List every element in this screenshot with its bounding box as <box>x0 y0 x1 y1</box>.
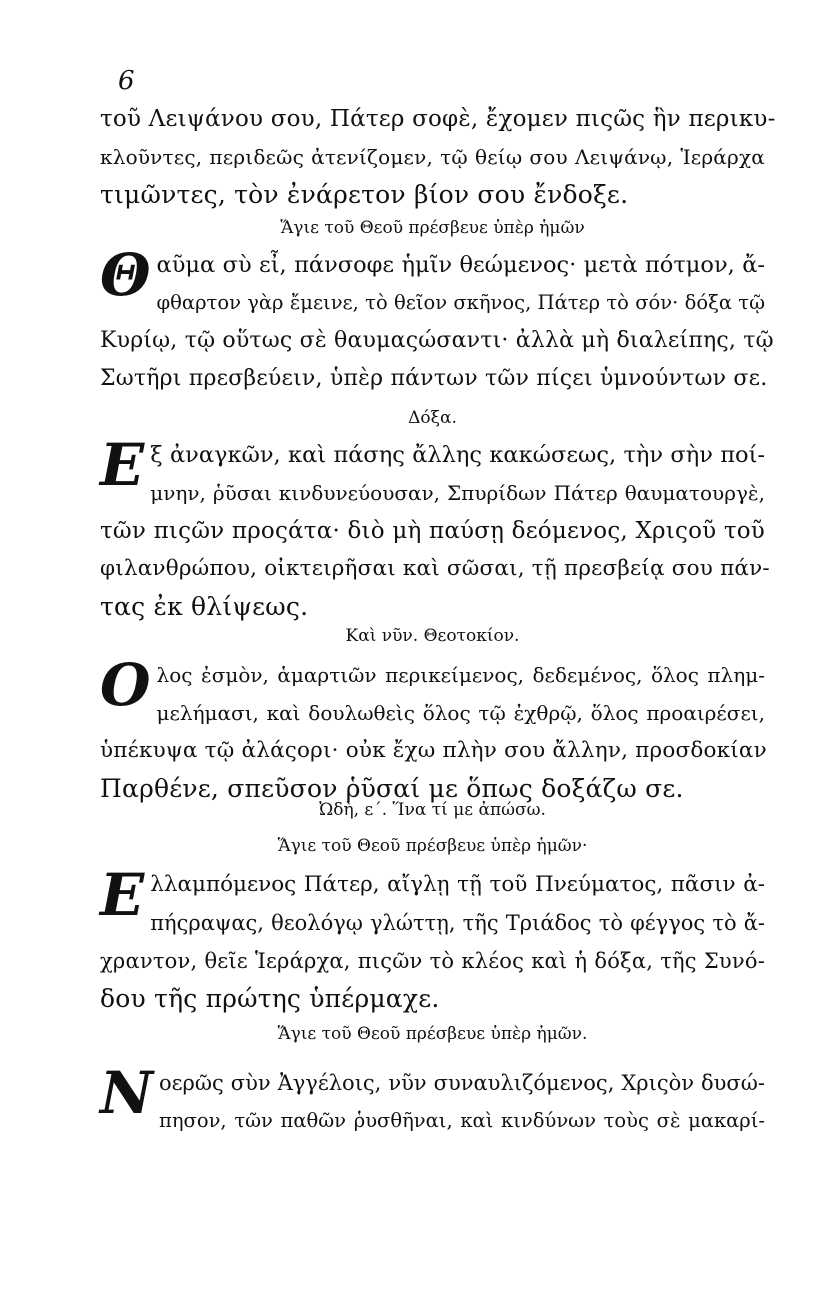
text-line: τῶν πιςῶν προςάτα· διὸ μὴ παύσῃ δεόμενος, Χριςοῦ τοῦ <box>100 518 765 544</box>
paragraph-6 <box>100 1059 765 1140</box>
paragraph-5 <box>100 861 765 1018</box>
text-line: τιμῶντες, τὸν ἐνάρετον βίον σου ἔνδοξε. <box>100 180 629 209</box>
text-line: μνην, ῥῦσαι κινδυνεύουσαν, Σπυρίδων Πάτερ θαυματουργὲ, <box>150 481 765 505</box>
text-line: Κυρίῳ, τῷ οὕτως σὲ θαυμαςώσαντι· ἀλλὰ μὴ διαλείπης, τῷ <box>100 328 774 353</box>
drop-cap: Ο <box>100 651 151 719</box>
text-line: πησον, τῶν παθῶν ῥυσθῆναι, καὶ κινδύνων τοὺς σὲ μακαρί- <box>159 1109 765 1132</box>
text-line: φιλανθρώπου, οἰκτειρῆσαι καὶ σῶσαι, τῇ πρεσβείᾳ σου πάν- <box>100 556 770 581</box>
paragraph-2 <box>100 241 774 398</box>
text-line: Παρθένε, σπεῦσον ῥῦσαί με ὅπως δοξάζω σε. <box>100 774 684 803</box>
text-line: Σωτῆρι πρεσβεύειν, ὑπὲρ πάντων τῶν πίςει ὑμνούντων σε. <box>100 366 768 391</box>
text-line: οερῶς σὺν Ἀγγέλοις, νῦν συναυλιζόμενος, Χριςὸν δυσώ- <box>159 1071 765 1095</box>
text-line: αῦμα σὺ εἶ, πάνσοφε ἡμῖν θεώμενος· μετὰ πότμον, ἄ- <box>156 252 765 278</box>
refrain-heading: Ἅγιε τοῦ Θεοῦ πρέσβευε ὑπὲρ ἡμῶν <box>280 218 585 238</box>
text-line: δου τῆς πρώτης ὑπέρμαχε. <box>100 984 440 1013</box>
refrain-heading: Ἅγιε τοῦ Θεοῦ πρέσβευε ὑπὲρ ἡμῶν. <box>277 1024 588 1044</box>
drop-cap: Ε <box>100 861 145 929</box>
doxa-heading: Δόξα. <box>408 408 457 428</box>
text-line: φθαρτον γὰρ ἔμεινε, τὸ θεῖον σκῆνος, Πάτερ τὸ σόν· δόξα τῷ <box>156 291 765 314</box>
refrain-heading: Ἅγιε τοῦ Θεοῦ πρέσβευε ὑπὲρ ἡμῶν· <box>277 836 588 856</box>
paragraph-4 <box>100 651 767 808</box>
text-line: μελήμασι, καὶ δουλωθεὶς ὅλος τῷ ἐχθρῷ, ὅλος προαιρέσει, <box>156 701 765 725</box>
drop-cap: Θ <box>100 241 151 309</box>
text-line: λλαμπόμενος Πάτερ, αἴγλῃ τῇ τοῦ Πνεύματος, πᾶσιν ἀ- <box>150 872 765 897</box>
text-line: ὑπέκυψα τῷ ἀλάςορι· οὐκ ἔχω πλὴν σου ἄλλην, προσδοκίαν <box>100 738 767 763</box>
text-line: τοῦ Λειψάνου σου, Πάτερ σοφὲ, ἔχομεν πιςῶς ἣν περικυ- <box>100 106 776 132</box>
paragraph-1 <box>100 100 776 214</box>
text-line: χραντον, θεῖε Ἱεράρχα, πιςῶν τὸ κλέος καὶ ἡ δόξα, τῆς Συνό- <box>100 949 765 973</box>
text-line: τας ἐκ θλίψεως. <box>100 592 309 621</box>
ode-heading: Ὠδὴ, ε΄. Ἵνα τί με ἀπώσω. <box>319 800 546 820</box>
paragraph-3 <box>100 431 770 626</box>
text-line: λος ἐσμὸν, ἁμαρτιῶν περικείμενος, δεδεμένος, ὅλος πλημ- <box>156 663 765 687</box>
drop-cap: Ν <box>100 1059 154 1127</box>
drop-cap: Ε <box>100 431 145 499</box>
text-line: πήςραψας, θεολόγῳ γλώττῃ, τῆς Τριάδος τὸ φέγγος τὸ ἄ- <box>150 911 765 935</box>
text-line: κλοῦντες, περιδεῶς ἀτενίζομεν, τῷ θείῳ σου Λειψάνῳ, Ἱεράρχα <box>100 145 765 169</box>
theotokion-heading: Καὶ νῦν. Θεοτοκίον. <box>345 626 520 646</box>
text-line: ξ ἀναγκῶν, καὶ πάσης ἄλλης κακώσεως, τὴν σὴν ποί- <box>150 442 765 468</box>
page-number: 6 <box>118 66 135 96</box>
